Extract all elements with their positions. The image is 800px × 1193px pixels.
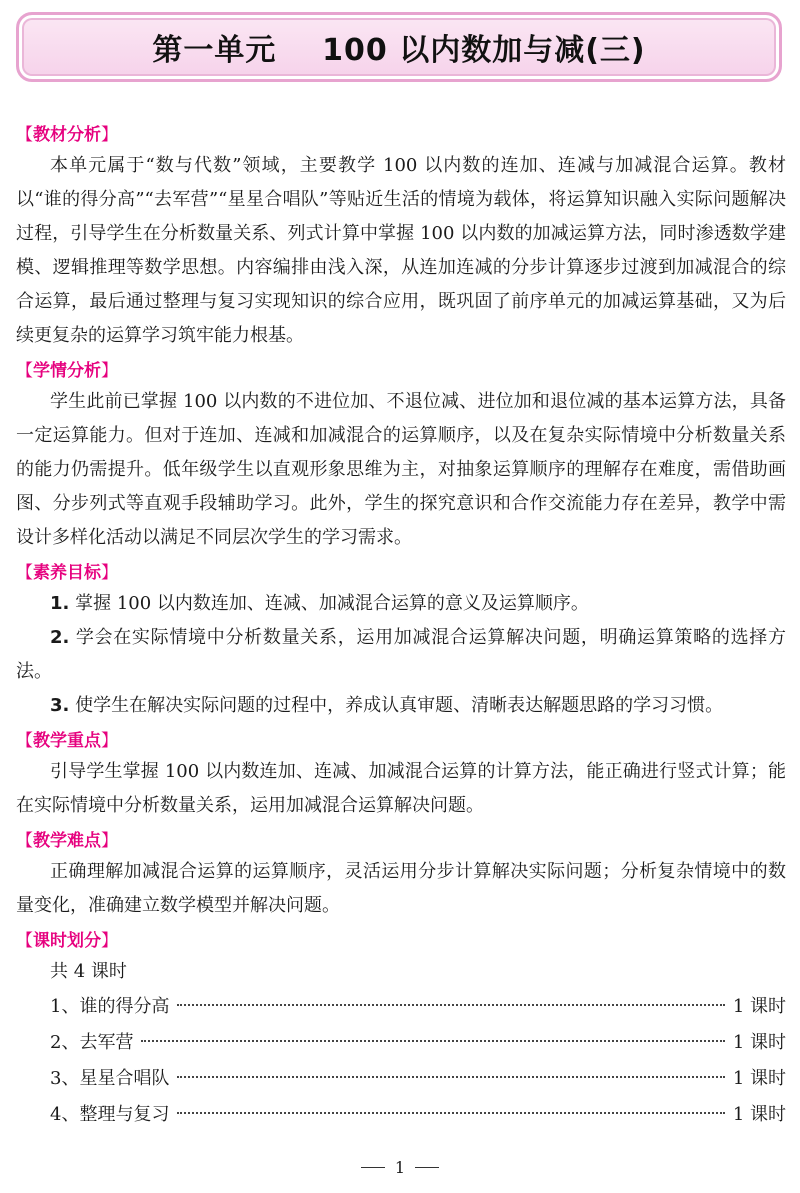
page-content [16, 117, 786, 1133]
material-paragraph: 本单元属于“数与代数”领域，主要教学 100 以内数的连加、连减与加减混合运算。教材以“谁的得分高”“去军营”“星星合唱队”等贴近生活的情境为载体，将运算知识融入实际问题解决过程，引导学生在分析数量关系、列式计算中掌握 100 以内数的加减运算方法，同时渗透数学建模、逻辑推理等数学思想。内容编排由浅入深，从连加连减的分步计算逐步过渡到加减混合的综合运算，最后通过整理与复习实现知识的综合应用，既巩固了前序单元的加减运算基础，又为后续更复杂的运算学习筑牢能力根基。 [16, 155, 786, 346]
schedule-row [16, 989, 786, 1025]
schedule-row [16, 1025, 786, 1061]
page-number: 1 [394, 1158, 406, 1177]
footer-dash-left [361, 1167, 385, 1168]
page-footer [0, 1158, 800, 1177]
goal-item: 2. 学会在实际情境中分析数量关系，运用加减混合运算解决问题，明确运算策略的选择方法。 [16, 627, 786, 682]
dot-leader [177, 1112, 724, 1114]
schedule-label: 1、谁的得分高 [50, 996, 170, 1017]
footer-dash-right [415, 1167, 439, 1168]
section-heading-goals: 【素养目标】 [16, 563, 118, 583]
unit-title: 第一单元 100 以内数加与减(三) [152, 33, 646, 68]
schedule-hours: 1 课时 [732, 1104, 786, 1125]
students-paragraph: 学生此前已掌握 100 以内数的不进位加、不退位减、进位加和退位减的基本运算方法，具备一定运算能力。但对于连加、连减和加减混合的运算顺序，以及在复杂实际情境中分析数量关系的能力仍需提升。低年级学生以直观形象思维为主，对抽象运算顺序的理解存在难度，需借助画图、分步列式等直观手段辅助学习。此外，学生的探究意识和合作交流能力存在差异，教学中需设计多样化活动以满足不同层次学生的学习需求。 [16, 391, 786, 548]
difficulties-paragraph: 正确理解加减混合运算的运算顺序，灵活运用分步计算解决实际问题；分析复杂情境中的数量变化，准确建立数学模型并解决问题。 [16, 861, 786, 916]
schedule-row [16, 1061, 786, 1097]
dot-leader [141, 1040, 724, 1042]
schedule-hours: 1 课时 [732, 1032, 786, 1053]
section-heading-key-points: 【教学重点】 [16, 731, 118, 751]
goal-item: 3. 使学生在解决实际问题的过程中，养成认真审题、清晰表达解题思路的学习习惯。 [50, 695, 724, 716]
section-heading-students: 【学情分析】 [16, 361, 118, 381]
schedule-label: 2、去军营 [50, 1032, 134, 1053]
schedule-label: 4、整理与复习 [50, 1104, 170, 1125]
section-heading-difficulties: 【教学难点】 [16, 831, 118, 851]
unit-title-banner [16, 12, 782, 82]
schedule-hours: 1 课时 [732, 1068, 786, 1089]
total-lessons: 共 4 课时 [50, 961, 127, 982]
schedule-label: 3、星星合唱队 [50, 1068, 170, 1089]
section-heading-material: 【教材分析】 [16, 125, 118, 145]
dot-leader [177, 1004, 724, 1006]
schedule-row [16, 1097, 786, 1133]
goal-item: 1. 掌握 100 以内数连加、连减、加减混合运算的意义及运算顺序。 [50, 593, 589, 614]
section-heading-schedule: 【课时划分】 [16, 931, 118, 951]
schedule-hours: 1 课时 [732, 996, 786, 1017]
dot-leader [177, 1076, 724, 1078]
key-points-paragraph: 引导学生掌握 100 以内数连加、连减、加减混合运算的计算方法，能正确进行竖式计算；能在实际情境中分析数量关系，运用加减混合运算解决问题。 [16, 761, 786, 816]
